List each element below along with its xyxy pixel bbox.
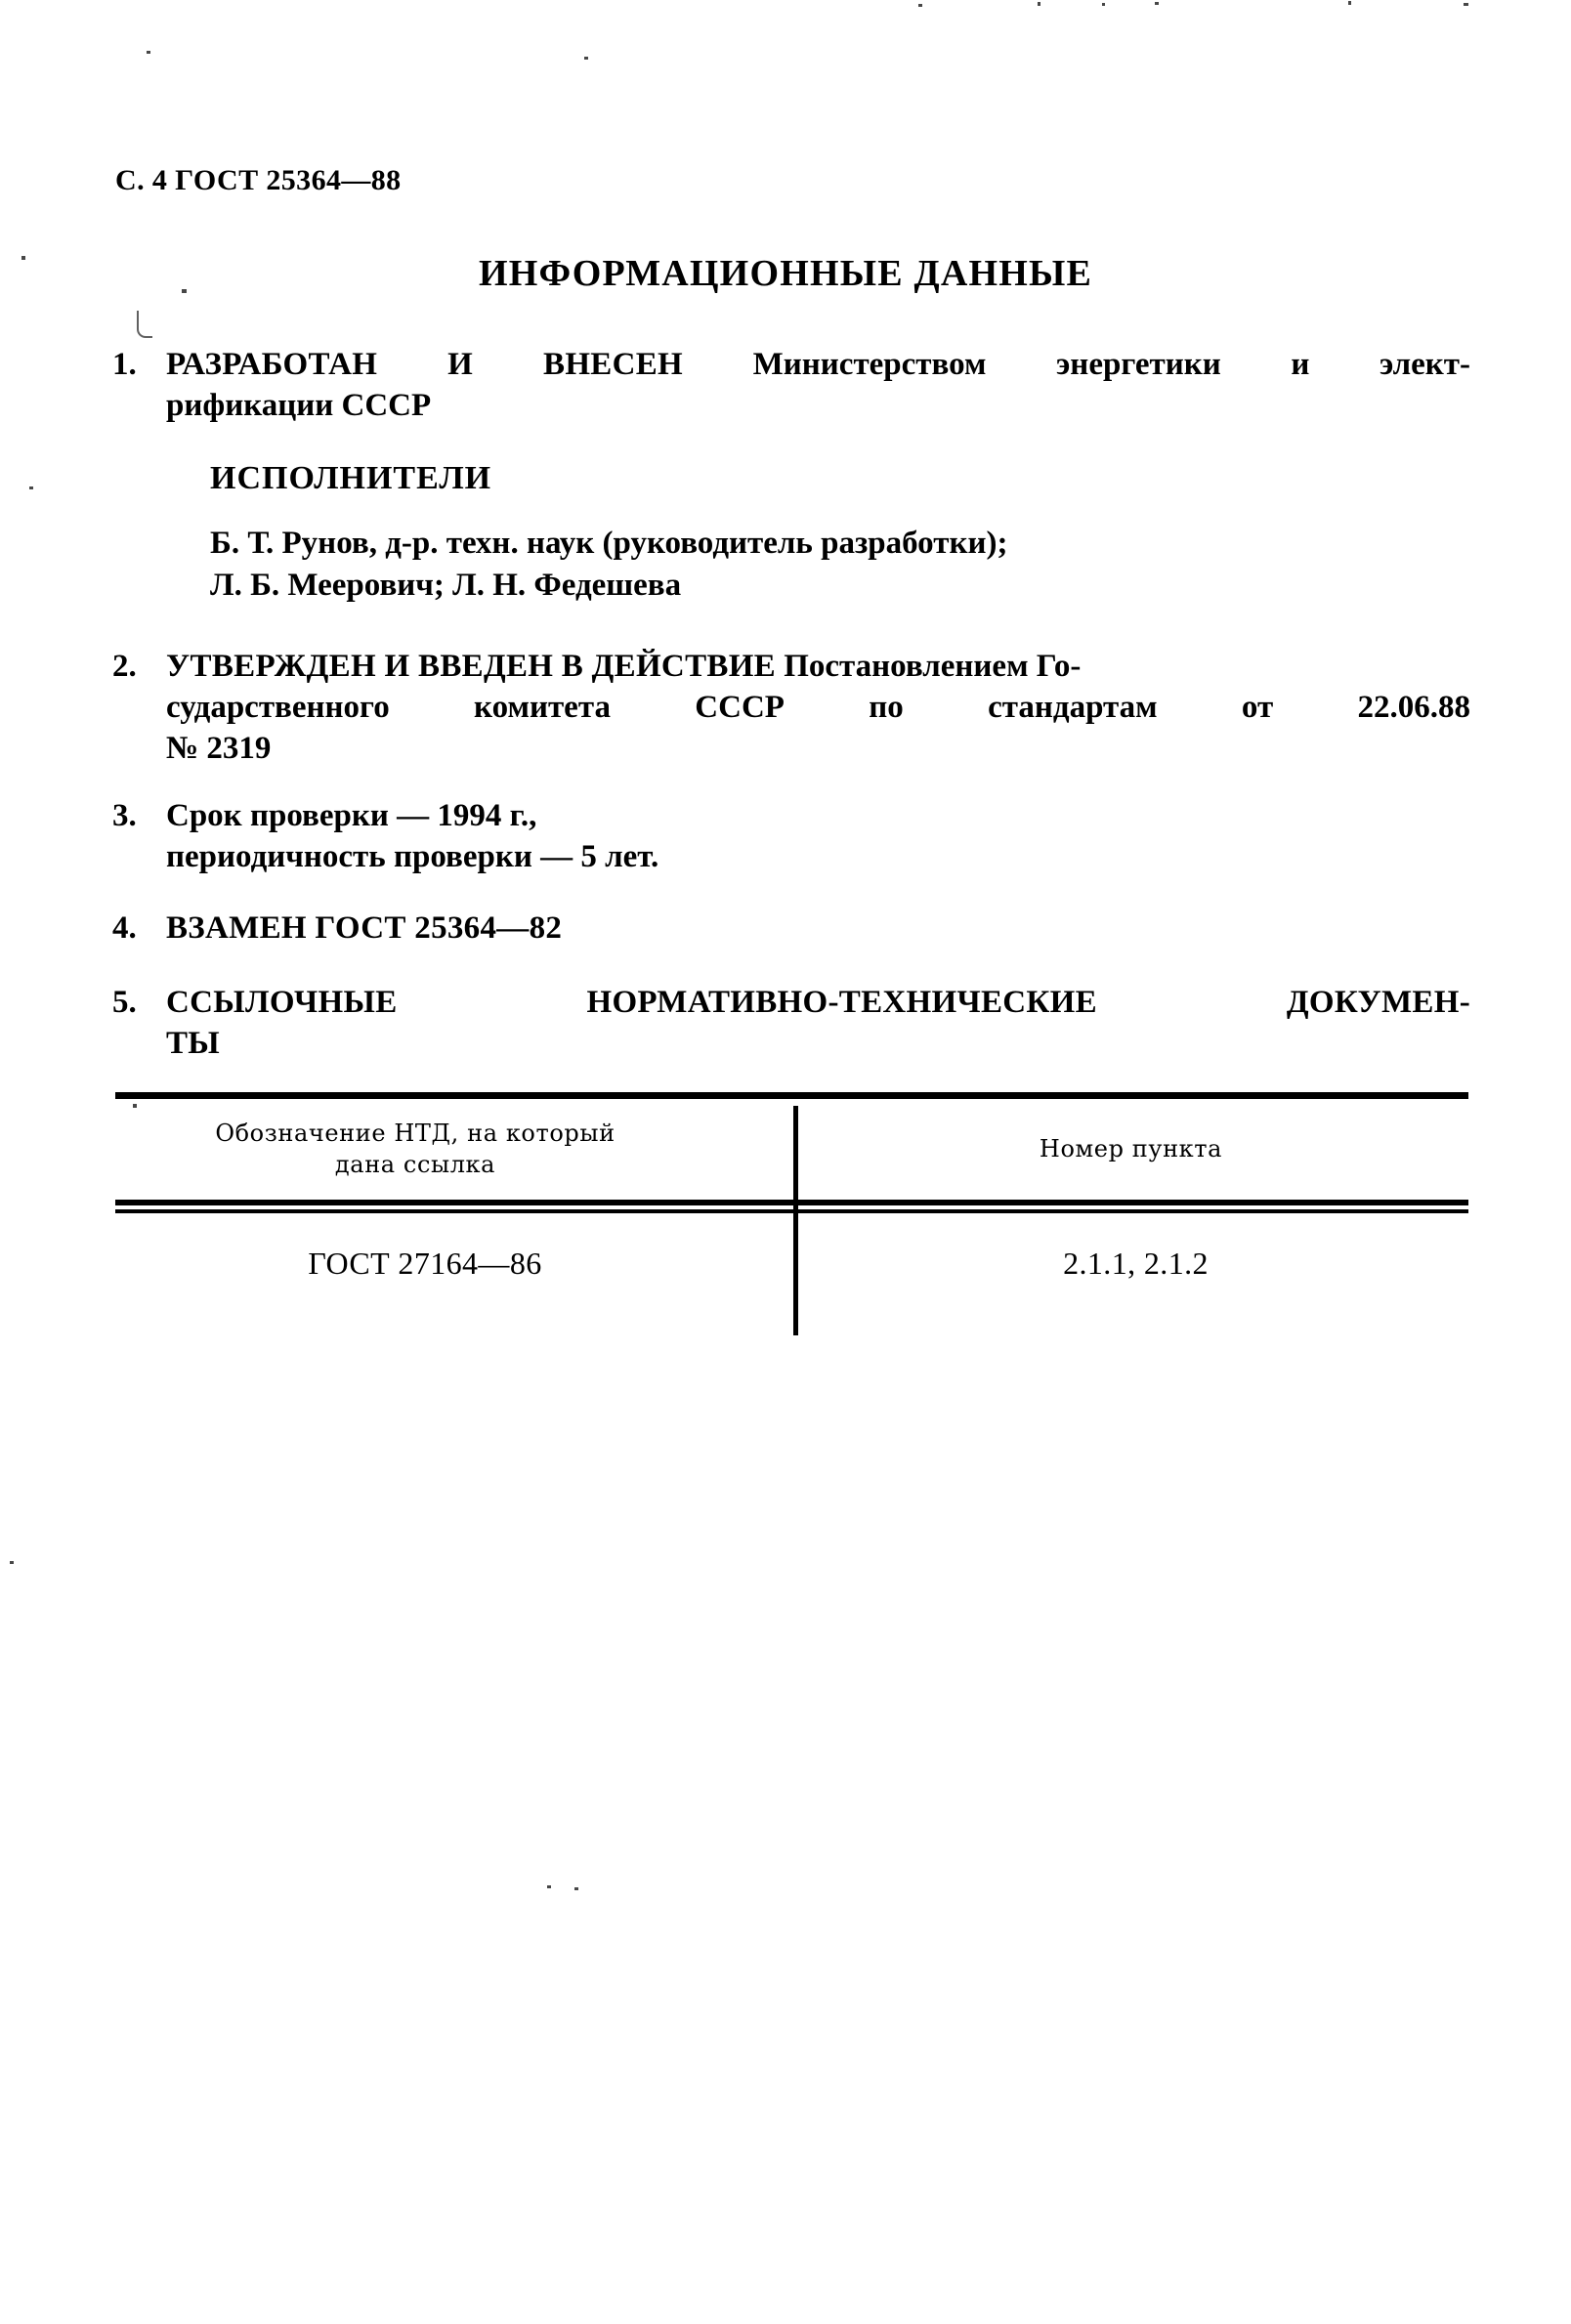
clause-4-line-1: ВЗАМЕН ГОСТ 25364—82 <box>166 909 563 946</box>
clause-3-line-1: Срок проверки — 1994 г., <box>166 797 537 833</box>
clause-1-caps: РАЗРАБОТАН И ВНЕСЕН <box>166 347 684 382</box>
table-cell-clause <box>793 1213 1468 1314</box>
scan-speck <box>1102 3 1105 6</box>
scan-speck <box>547 1885 551 1888</box>
table-header-ntd-line-1: Обозначение НТД, на который <box>215 1119 616 1147</box>
content-body <box>112 344 1470 1090</box>
scan-speck <box>918 4 922 7</box>
table-header-double-rule <box>115 1200 1468 1213</box>
scan-speck <box>147 51 150 54</box>
scan-speck <box>584 57 588 60</box>
clause-5 <box>112 982 1470 1065</box>
clause-2-rest: Постановлением Го- <box>784 648 1082 684</box>
clause-1-line-1 <box>166 344 1470 385</box>
margin-pen-mark <box>137 311 152 338</box>
table-cell-ntd-text: ГОСТ 27164—86 <box>308 1246 542 1281</box>
table-cell-ntd <box>115 1213 793 1314</box>
clause-1-number: 1. <box>112 347 137 382</box>
clause-1 <box>112 344 1470 427</box>
clause-2-line-1 <box>166 646 1470 687</box>
table-row <box>115 1213 1468 1314</box>
performer-line-2: Л. Б. Меерович; Л. Н. Федешева <box>210 567 682 603</box>
scan-speck <box>1348 1 1351 5</box>
performer-line-1: Б. Т. Рунов, д-р. техн. наук (руководитель разработки); <box>210 525 1008 561</box>
table-header-row <box>115 1099 1468 1200</box>
running-head: С. 4 ГОСТ 25364—88 <box>115 164 402 196</box>
clause-1-line-2: рификации СССР <box>166 388 432 424</box>
clause-4 <box>112 908 1470 949</box>
table-top-rule <box>115 1092 1468 1099</box>
performers-list <box>210 523 1470 607</box>
clause-5-number: 5. <box>112 984 137 1020</box>
page-title <box>0 252 1571 295</box>
reference-table <box>115 1092 1468 1314</box>
clause-2-caps: УТВЕРЖДЕН И ВВЕДЕН В ДЕЙСТВИЕ <box>166 648 776 684</box>
table-header-clause-text: Номер пункта <box>1039 1134 1223 1162</box>
table-header-cell-ntd <box>115 1099 793 1200</box>
clause-3 <box>112 795 1470 878</box>
performers-heading: ИСПОЛНИТЕЛИ <box>210 459 492 496</box>
clause-5-line-1: ССЫЛОЧНЫЕ НОРМАТИВНО-ТЕХНИЧЕСКИЕ ДОКУМЕН- <box>166 984 1470 1020</box>
clause-3-number: 3. <box>112 797 137 833</box>
scan-speck <box>574 1887 578 1890</box>
clause-2-line-3: № 2319 <box>166 731 272 767</box>
scan-speck <box>1038 2 1040 6</box>
scan-speck <box>29 486 33 489</box>
clause-3-line-2: периодичность проверки — 5 лет. <box>166 839 659 875</box>
scan-speck <box>1464 3 1468 6</box>
page-title-text: ИНФОРМАЦИОННЫЕ ДАННЫЕ <box>478 253 1093 294</box>
clause-5-line-2: ТЫ <box>166 1026 221 1062</box>
table-header-ntd-line-2: дана ссылка <box>334 1150 496 1178</box>
clause-2-line-2: сударственного комитета СССР по стандартам от 22.06.88 <box>166 689 1471 725</box>
table-header-cell-clause <box>793 1099 1468 1200</box>
scan-speck <box>10 1561 14 1564</box>
clause-4-number: 4. <box>112 909 137 946</box>
clause-1-rest: Министерством энергетики и элект- <box>752 347 1470 382</box>
scan-speck <box>1155 2 1159 5</box>
table-cell-clause-text: 2.1.1, 2.1.2 <box>1063 1246 1209 1281</box>
clause-2-number: 2. <box>112 648 137 684</box>
clause-2 <box>112 646 1470 770</box>
table-column-divider-lower <box>793 1213 798 1335</box>
